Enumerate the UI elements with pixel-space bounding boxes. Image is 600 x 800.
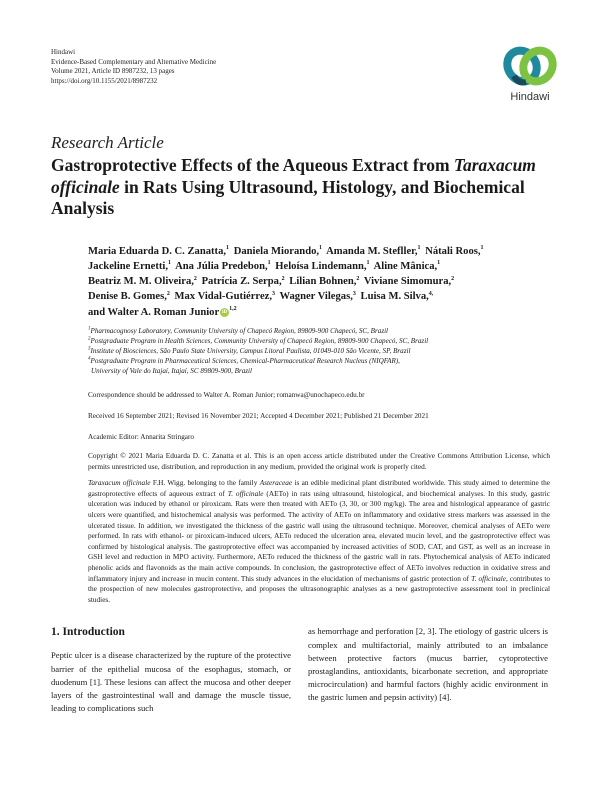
intro-left bbox=[51, 625, 291, 715]
author-line bbox=[88, 274, 571, 289]
introduction-section bbox=[51, 625, 548, 715]
intro-right-column: as hemorrhage and perforation [2, 3]. The etiology of gastric ulcers is complex and multifactorial, mainly attributed to an imbalance between protective factors (mucus barrier, cytoprotective prostaglandins, antioxidants, bicarbonate secretion, and appropriate microcirculation) and harmful factors (highly acidic environment in the gastric lumen and pepsin activity) [4]. bbox=[308, 626, 548, 703]
author-list bbox=[88, 244, 571, 320]
author-name: Denise B. Gomes, bbox=[88, 291, 167, 303]
affiliation: $^3$Institute of Biosciences, São Paulo State University, Campus Litoral Paulista, 01049-010 São Vicente, SP, Brazil bbox=[88, 346, 411, 355]
publication-dates: Received 16 September 2021; Revised 16 November 2021; Accepted 4 December 2021; Published 21 December 2021 bbox=[88, 411, 429, 420]
author-affiliation-number: 3 bbox=[272, 290, 275, 297]
author-name: Amanda M. Stefller, bbox=[326, 245, 418, 257]
author-line bbox=[88, 244, 571, 259]
hindawi-logo bbox=[498, 44, 562, 108]
affiliation: $^1$Pharmacognosy Laboratory, Community University of Chapecó Region, 89809-900 Chapecó, SC, Brazil bbox=[88, 326, 389, 335]
author-affiliation-number: 2 bbox=[166, 290, 170, 297]
author-name: Ana Júlia Predebon, bbox=[175, 260, 268, 272]
author-affiliation-number: 1,2 bbox=[229, 306, 237, 313]
author-affiliation-number: 2 bbox=[451, 275, 455, 282]
title-part: Gastroprotective Effects of the Aqueous Extract from bbox=[51, 155, 454, 175]
correspondence: Correspondence should be addressed to Walter A. Roman Junior; romanwa@unochapeco.edu.br bbox=[88, 390, 365, 399]
volume-info: Volume 2021, Article ID 8987232, 13 pages bbox=[51, 67, 175, 76]
title-part: in Rats Using Ultrasound, Histology, and Biochemical Analysis bbox=[51, 176, 525, 218]
author-affiliation-number: 1 bbox=[437, 260, 441, 267]
article-title bbox=[51, 155, 571, 220]
copyright-notice: Copyright © 2021 Maria Eduarda D. C. Zanatta et al. This is an open access article distributed under the Creative Commons Attribution License, which permits unrestricted use, distribution, and reproduction in any medium, provided the original work is properly cited. bbox=[88, 450, 550, 471]
article-type: Research Article bbox=[51, 133, 164, 152]
hindawi-rings-icon bbox=[500, 44, 560, 88]
journal-name: Evidence-Based Complementary and Alternative Medicine bbox=[51, 57, 217, 66]
author-name: Aline Mânica, bbox=[373, 260, 438, 272]
author-affiliation-number: 2 bbox=[356, 275, 360, 282]
title-species: Taraxacum officinale bbox=[51, 155, 536, 197]
author-name: Luisa M. Silva, bbox=[360, 291, 429, 303]
author-line bbox=[88, 305, 571, 320]
author-affiliation-number: 2 bbox=[281, 275, 285, 282]
author-name: Viviane Simomura, bbox=[363, 276, 452, 288]
author-name: Maria Eduarda D. C. Zanatta, bbox=[88, 245, 227, 257]
publisher-name: Hindawi bbox=[51, 48, 76, 56]
author-affiliation-number: 1 bbox=[226, 244, 230, 251]
author-affiliation-number: 1 bbox=[480, 244, 484, 251]
author-affiliation-number: 4, bbox=[428, 290, 434, 297]
author-name: Jackeline Ernetti, bbox=[88, 260, 169, 272]
author-name: Daniela Miorando, bbox=[233, 245, 320, 257]
affiliations bbox=[88, 326, 571, 376]
doi-link[interactable]: https://doi.org/10.1155/2021/8987232 bbox=[51, 76, 158, 85]
logo-text: Hindawi bbox=[510, 91, 550, 103]
affiliation: University of Vale do Itajaí, Itajaí, SC 89809-900, Brazil bbox=[91, 366, 252, 375]
author-affiliation-number: 1 bbox=[267, 260, 271, 267]
author-name: Wagner Vilegas, bbox=[279, 291, 353, 303]
author-affiliation-number: 1 bbox=[417, 244, 421, 251]
academic-editor: Academic Editor: Annarita Stringaro bbox=[88, 432, 194, 441]
author-affiliation-number: 1 bbox=[319, 244, 323, 251]
intro-left-column: Peptic ulcer is a disease characterized by the rupture of the protective barrier of the epithelial mucosa of the esophagus, stomach, or duodenum [1]. These lesions can affect the mucosa and other deeper layers of the gastrointestinal wall and damage the muscle tissue, leading to complications such bbox=[51, 650, 291, 714]
abstract: Taraxacum officinale F.H. Wigg. belonging to the family Asteraceae is an edible medicinal plant distributed worldwide. This study aimed to determine the gastroprotective effects of aqueous extract of T. officinale (AETo) in rats using ultrasound, histological, and biochemical analyses. In this study, gastric ulceration was induced by ethanol or piroxicam. Rats were then treated with AETo (3, 30, or 300 mg/kg). The area and histological appearance of gastric ulcers were quantified, and histochemical analysis was performed. The activity of AETo on inflammatory and oxidative stress markers was assessed in the ulcerated tissue. In addition, we investigated the thickness of the gastric wall using the ultrasound technique. Moreover, chemical analyses of AETo were performed. In rats with ethanol- or piroxicam-induced ulcers, AETo reduced the ulceration area, elevated mucin level, and the gastroprotective effect was confirmed by histological analysis. The gastroprotective effect was accompanied by increased activities of SOD, CAT, and GST, as well as an increase in GSH level and reduction in MPO activity. Furthermore, AETo reduced the thickness of the gastric wall in rats. Phytochemical analysis of AETo indicated phenolic acids and flavonoids as the main active compounds. In conclusion, the gastroprotective effect of AETo involves reduction in oxidative stress and inflammatory injury and increase in mucin content. This study advances in the elucidation of mechanisms of gastric protection of T. officinale, contributes to the prospection of new molecules gastroprotective, and proposes the ultrasonographic analyses as a new gastroprotective assessment tool in preclinical studies. bbox=[88, 478, 550, 604]
author-name: Nátali Roos, bbox=[425, 245, 481, 257]
author-line bbox=[88, 259, 571, 274]
author-affiliation-number: 1 bbox=[366, 260, 370, 267]
author-name: Heloísa Lindemann, bbox=[275, 260, 367, 272]
affiliation: $^2$Postgraduate Program in Health Sciences, Community University of Chapecó Region, 89809-900 Chapecó, SC, Brazil bbox=[88, 336, 429, 345]
author-name: Lilian Bohnen, bbox=[289, 276, 357, 288]
author-name: Beatriz M. M. Oliveira, bbox=[88, 276, 194, 288]
author-affiliation-number: 2 bbox=[193, 275, 197, 282]
author-affiliation-number: 3 bbox=[352, 290, 356, 297]
affiliation: $^4$Postgraduate Program in Pharmaceutical Sciences, Chemical-Pharmaceutical Research Nucleus (NIQFAR), bbox=[88, 356, 400, 365]
author-line bbox=[88, 289, 571, 304]
journal-header bbox=[51, 48, 216, 86]
author-name: and Walter A. Roman Junior bbox=[88, 306, 220, 318]
section-heading-introduction: 1. Introduction bbox=[51, 626, 125, 639]
orcid-icon[interactable]: iD bbox=[222, 309, 228, 315]
author-name: Patrícia Z. Serpa, bbox=[201, 276, 282, 288]
author-affiliation-number: 1 bbox=[168, 260, 172, 267]
article-body bbox=[51, 133, 571, 715]
author-name: Max Vidal-Gutiérrez, bbox=[174, 291, 272, 303]
